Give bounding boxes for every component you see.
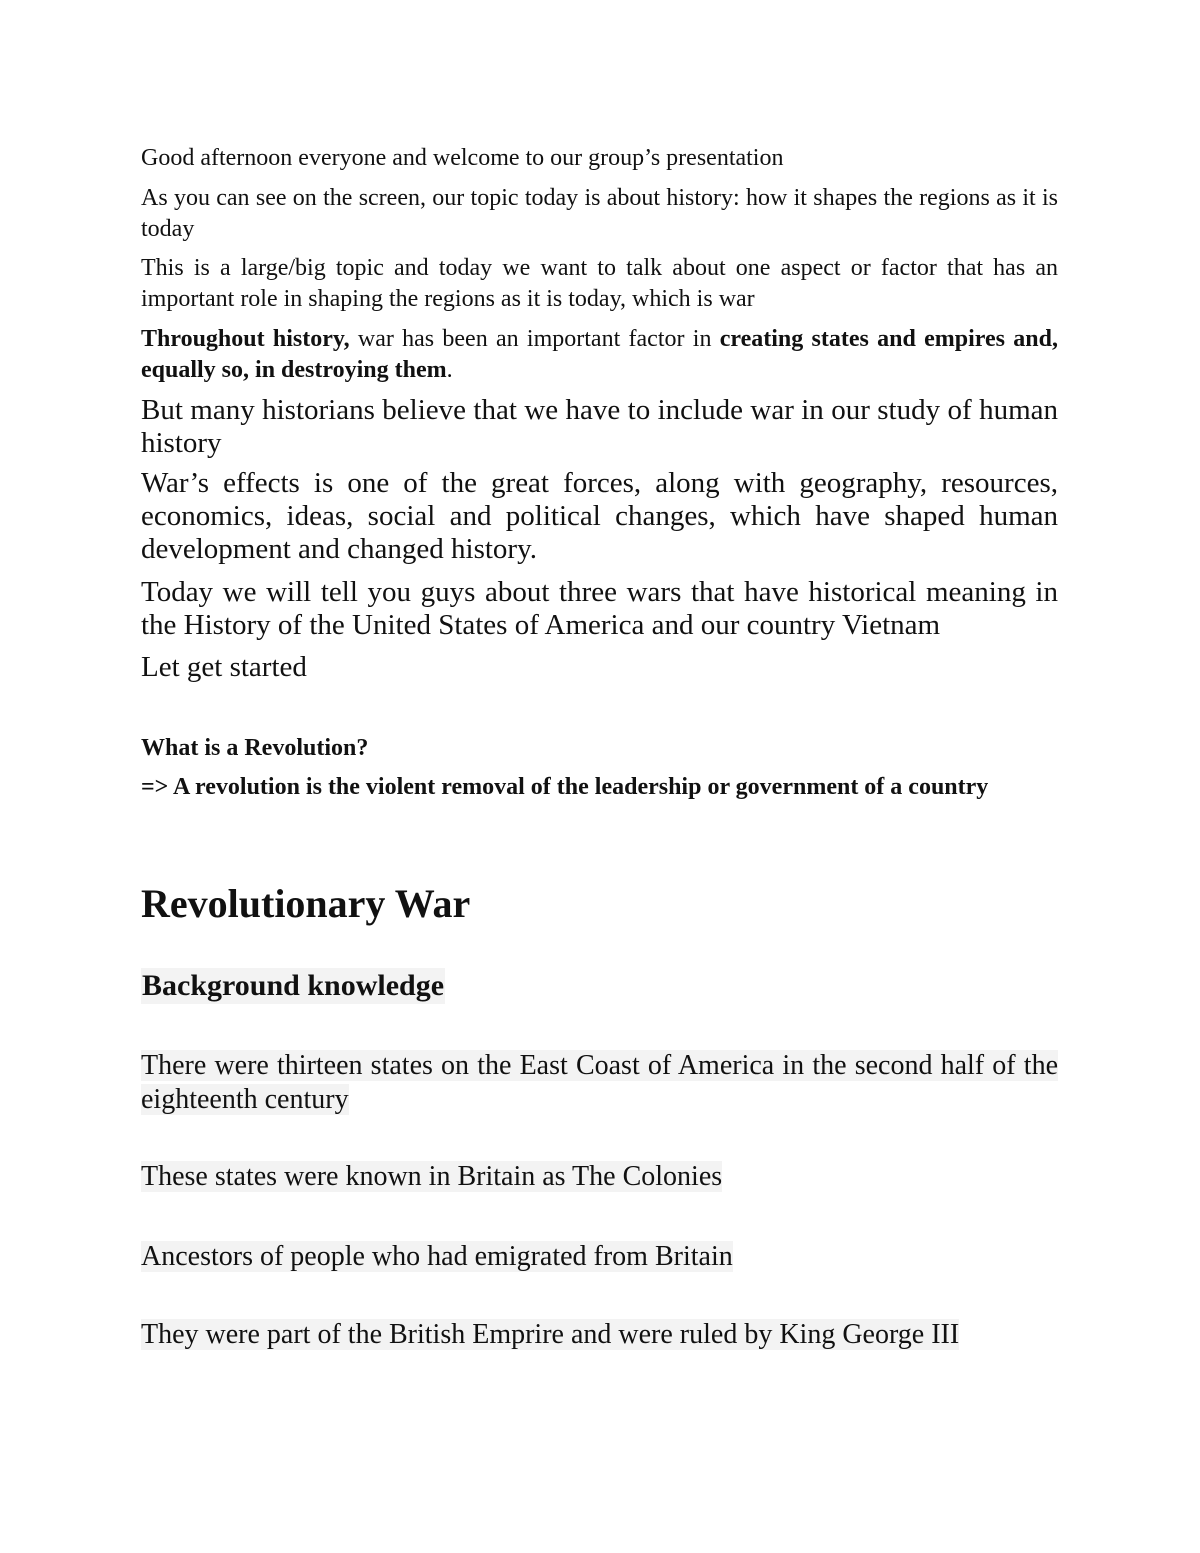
intro-aspect: This is a large/big topic and today we want to talk about one aspect or factor that has an important role in shaping the regions as it is today, which is war [141,255,1058,312]
intro-war-factor [141,324,1058,386]
background-item [141,1318,1058,1352]
background-item-text: These states were known in Britain as The Colonies [141,1161,723,1192]
bold-throughout-history: Throughout history, [141,326,350,352]
war-factor-period: . [446,357,453,383]
background-item-text: They were part of the British Emprire and were ruled by King George III [141,1319,960,1350]
revolution-question: What is a Revolution? [141,735,369,761]
section-subtitle: Background knowledge [142,969,445,1002]
war-factor-text: war has been an important factor in [349,326,720,352]
document-page [141,0,1058,1553]
intro-topic: As you can see on the screen, our topic today is about history: how it shapes the regions as it is today [141,185,1058,242]
section-subtitle-wrap [141,968,1058,1004]
revolution-definition: => A revolution is the violent removal of the leadership or government of a country [141,774,989,800]
background-item [141,1240,1058,1274]
intro-greeting: Good afternoon everyone and welcome to our group’s presentation [141,145,784,171]
intro-get-started: Let get started [141,651,307,683]
intro-war-effects: War’s effects is one of the great forces, along with geography, resources, economics, ideas, social and political changes, which have shaped human development and changed history. [141,467,1058,565]
background-item [141,1049,1058,1117]
background-item-text: There were thirteen states on the East Coast of America in the second half of the eighteenth century [141,1050,1058,1115]
intro-three-wars: Today we will tell you guys about three wars that have historical meaning in the History of the United States of America and our country Vietnam [141,576,1058,641]
section-title: Revolutionary War [141,881,471,926]
background-item [141,1160,1058,1194]
intro-historians: But many historians believe that we have to include war in our study of human history [141,394,1058,459]
background-item-text: Ancestors of people who had emigrated from Britain [141,1241,733,1272]
bold-creating-states: creating states and empires and, equally so, in destroying them [141,326,1058,383]
